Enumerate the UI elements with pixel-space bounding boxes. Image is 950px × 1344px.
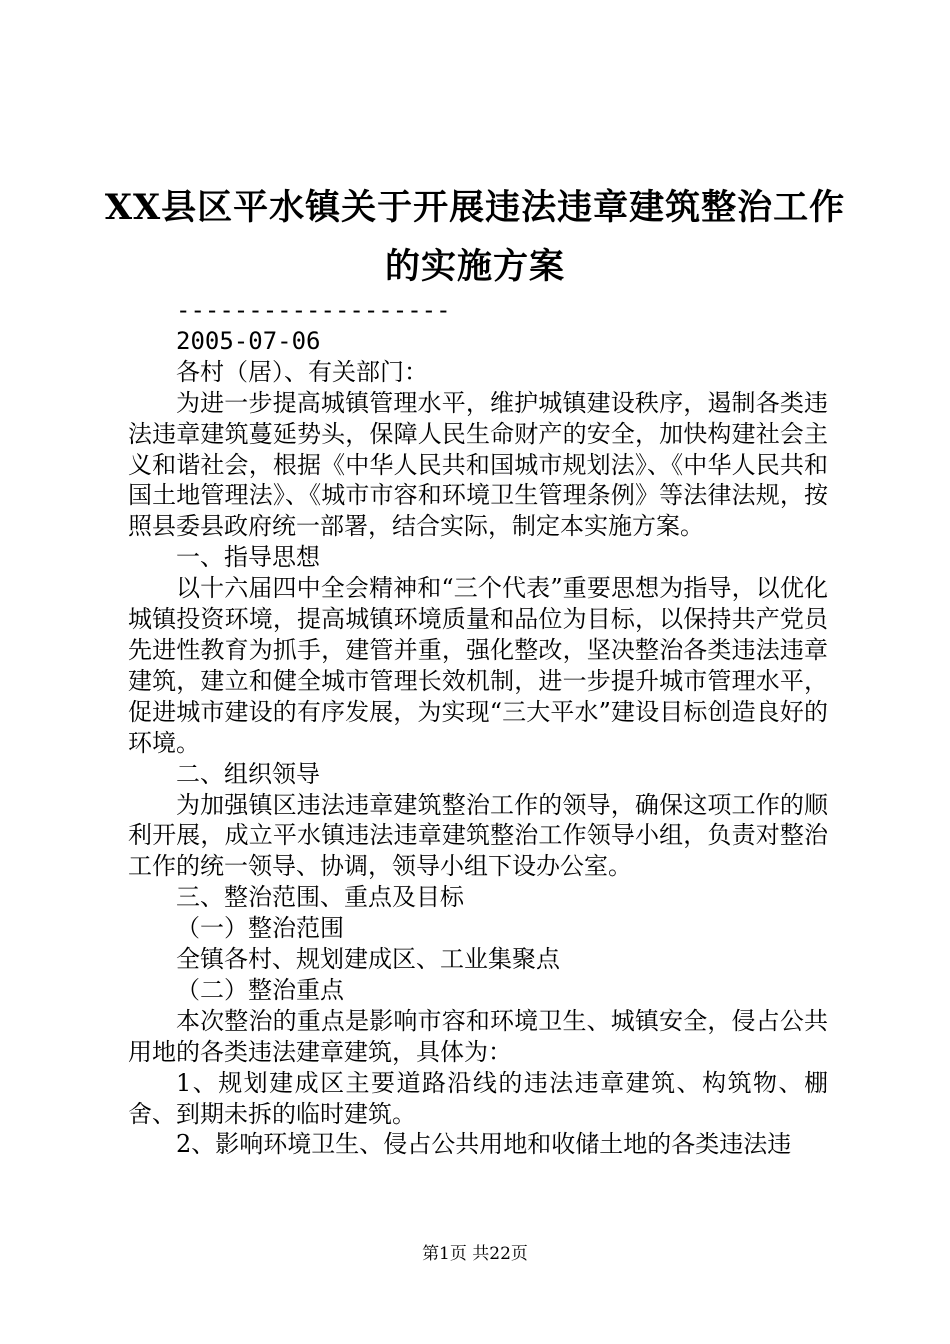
paragraph: 全镇各村、规划建成区、工业集聚点: [176, 945, 560, 974]
document-date: 2005-07-06: [176, 326, 321, 355]
list-item: 2、影响环境卫生、侵占公共用地和收储土地的各类违法违: [176, 1130, 792, 1159]
subsection-heading: （二）整治重点: [176, 975, 344, 1004]
document-title: XX县区平水镇关于开展违法违章建筑整治工作的实施方案: [104, 187, 846, 287]
separator-line: -------------------: [176, 296, 451, 324]
paragraph: 为进一步提高城镇管理水平，维护城镇建设秩序，遏制各类违法违章建筑蔓延势头，保障人民生命财产的安全，加快构建社会主义和谐社会，根据《中华人民共和国城市规划法》、《中华人民共和国土地管理法》、《城市市容和环境卫生管理条例》等法律法规，按照县委县政府统一部署，结合实际，制定本实施方案。: [128, 388, 828, 541]
paragraph: 以十六届四中全会精神和“三个代表”重要思想为指导，以优化城镇投资环境，提高城镇环境质量和品位为目标，以保持共产党员先进性教育为抓手，建管并重，强化整改，坚决整治各类违法违章建筑，建立和健全城市管理长效机制，进一步提升城市管理水平，促进城市建设的有序发展，为实现“三大平水”建设目标创造良好的环境。: [128, 574, 828, 757]
page-footer: 第1页 共22页: [422, 1244, 528, 1264]
subsection-heading: （一）整治范围: [176, 914, 344, 943]
document-body: [128, 295, 828, 1160]
paragraph: 本次整治的重点是影响市容和环境卫生、城镇安全，侵占公共用地的各类违法建章建筑，具体为：: [128, 1006, 828, 1066]
section-heading: 二、组织领导: [176, 759, 320, 788]
salutation: 各村（居）、有关部门：: [176, 357, 428, 386]
section-heading: 一、指导思想: [176, 543, 320, 572]
list-item: 1、规划建成区主要道路沿线的违法违章建筑、构筑物、棚舍、到期未拆的临时建筑。: [128, 1068, 828, 1128]
section-heading: 三、整治范围、重点及目标: [176, 883, 464, 912]
paragraph: 为加强镇区违法违章建筑整治工作的领导，确保这项工作的顺利开展，成立平水镇违法违章建筑整治工作领导小组，负责对整治工作的统一领导、协调，领导小组下设办公室。: [128, 790, 828, 881]
